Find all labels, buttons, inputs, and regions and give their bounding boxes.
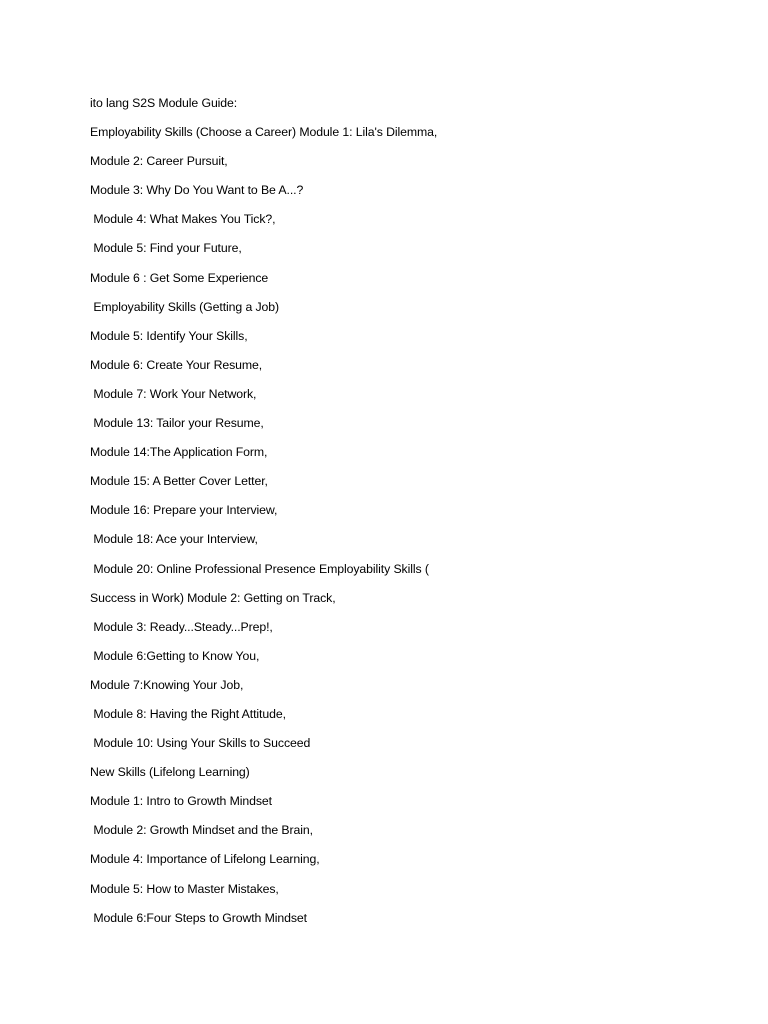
text-line: Module 2: Growth Mindset and the Brain,: [90, 823, 313, 838]
text-line: New Skills (Lifelong Learning): [90, 765, 250, 780]
text-line: Success in Work) Module 2: Getting on Track,: [90, 590, 336, 605]
text-line: Module 3: Why Do You Want to Be A...?: [90, 183, 304, 198]
text-line: Module 5: How to Master Mistakes,: [90, 881, 279, 896]
text-line: Employability Skills (Choose a Career) Module 1: Lila's Dilemma,: [90, 125, 438, 140]
text-line: Module 6: Create Your Resume,: [90, 357, 263, 372]
text-line: Module 2: Career Pursuit,: [90, 154, 228, 169]
text-line: Module 5: Identify Your Skills,: [90, 328, 248, 343]
text-line: Module 4: What Makes You Tick?,: [90, 212, 276, 227]
text-line: Module 14:The Application Form,: [90, 445, 268, 460]
text-line: Module 7:Knowing Your Job,: [90, 677, 244, 692]
module-guide-text: [90, 93, 730, 937]
text-line: Module 6:Four Steps to Growth Mindset: [90, 910, 307, 925]
text-line: Module 16: Prepare your Interview,: [90, 503, 278, 518]
text-line: Module 5: Find your Future,: [90, 241, 242, 256]
text-line: Module 3: Ready...Steady...Prep!,: [90, 619, 273, 634]
text-line: Employability Skills (Getting a Job): [90, 299, 280, 314]
text-line: Module 1: Intro to Growth Mindset: [90, 794, 272, 809]
text-line: Module 8: Having the Right Attitude,: [90, 706, 286, 721]
text-line: Module 7: Work Your Network,: [90, 386, 257, 401]
text-line: Module 6:Getting to Know You,: [90, 648, 260, 663]
text-line: Module 13: Tailor your Resume,: [90, 416, 264, 431]
text-line: Module 10: Using Your Skills to Succeed: [90, 736, 311, 751]
text-line: Module 6 : Get Some Experience: [90, 270, 269, 285]
text-line: Module 20: Online Professional Presence Employability Skills (: [90, 561, 429, 576]
text-line: Module 15: A Better Cover Letter,: [90, 474, 268, 489]
text-line: Module 18: Ace your Interview,: [90, 532, 258, 547]
text-line: Module 4: Importance of Lifelong Learning,: [90, 852, 320, 867]
guide-title: ito lang S2S Module Guide:: [90, 96, 238, 110]
